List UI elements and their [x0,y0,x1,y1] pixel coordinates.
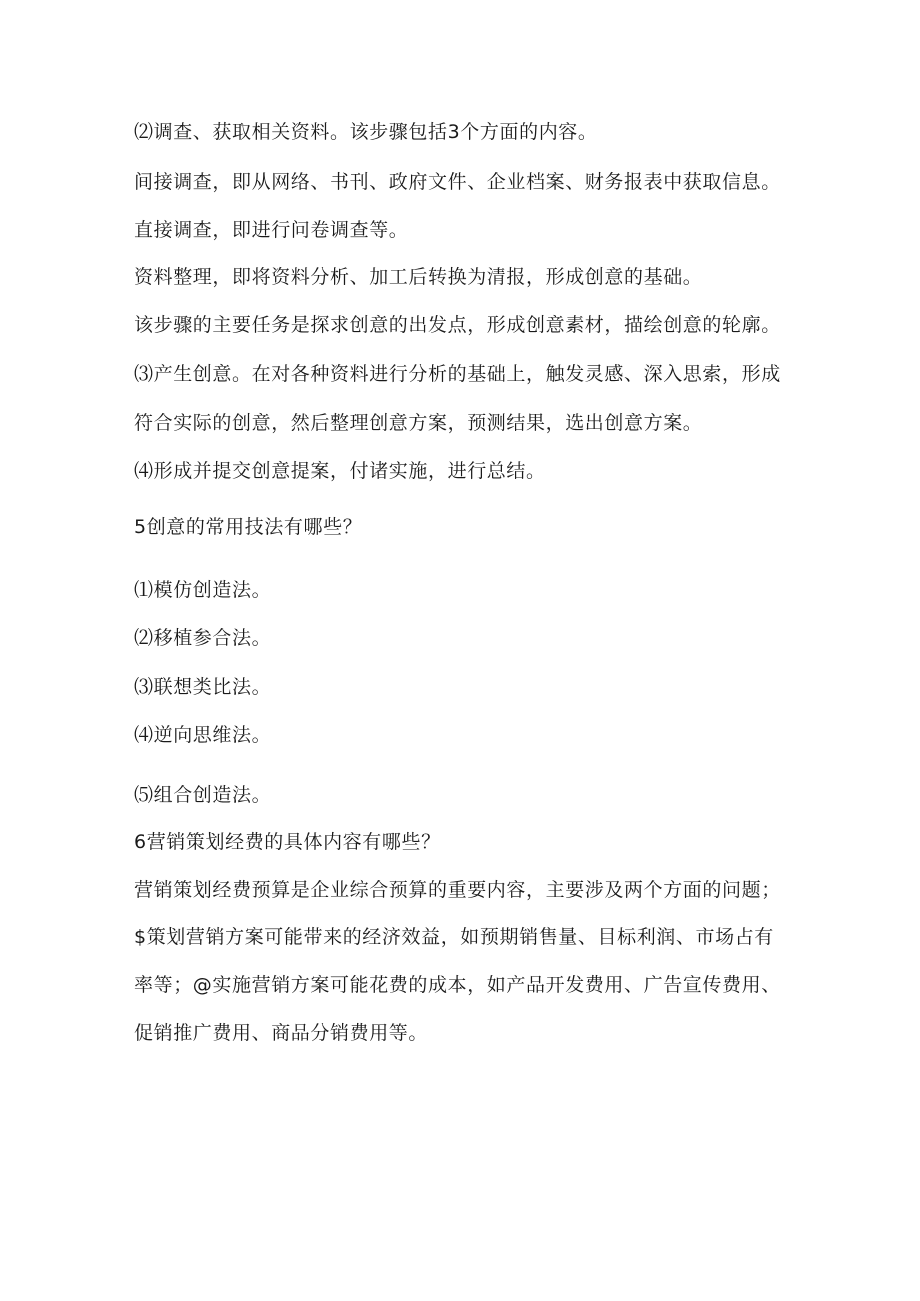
paragraph-line: 营销策划经费预算是企业综合预算的重要内容，主要涉及两个方面的问题； [134,879,781,901]
paragraph-line: ⑶产生创意。在对各种资料进行分析的基础上，触发灵感、深入思索，形成 [134,363,781,385]
list-item: ⑷逆向思维法。 [134,724,272,746]
list-item: ⑴模仿创造法。 [134,579,272,601]
paragraph-line: 直接调查，即进行问卷调查等。 [134,219,409,241]
paragraph-line: 资料整理，即将资料分析、加工后转换为清报，形成创意的基础。 [134,266,703,288]
list-item: ⑶联想类比法。 [134,676,272,698]
paragraph-line: $策划营销方案可能带来的经济效益，如预期销售量、目标利润、市场占有 [134,926,774,948]
list-item: ⑸组合创造法。 [134,784,272,806]
paragraph-line: ⑵调查、获取相关资料。该步骤包括3个方面的内容。 [134,121,598,143]
section-heading: 6营销策划经费的具体内容有哪些？ [134,831,441,853]
paragraph-line: 促销推广费用、商品分销费用等。 [134,1022,429,1044]
paragraph-line: 该步骤的主要任务是探求创意的出发点，形成创意素材，描绘创意的轮廓。 [134,314,781,336]
section-heading: 5创意的常用技法有哪些？ [134,516,363,538]
paragraph-line: ⑷形成并提交创意提案，付诸实施，进行总结。 [134,460,546,482]
list-item: ⑵移植参合法。 [134,627,272,649]
paragraph-line: 间接调查，即从网络、书刊、政府文件、企业档案、财务报表中获取信息。 [134,171,781,193]
paragraph-line: 率等；@实施营销方案可能花费的成本，如产品开发费用、广告宣传费用、 [134,974,781,996]
paragraph-line: 符合实际的创意，然后整理创意方案，预测结果，选出创意方案。 [134,412,703,434]
